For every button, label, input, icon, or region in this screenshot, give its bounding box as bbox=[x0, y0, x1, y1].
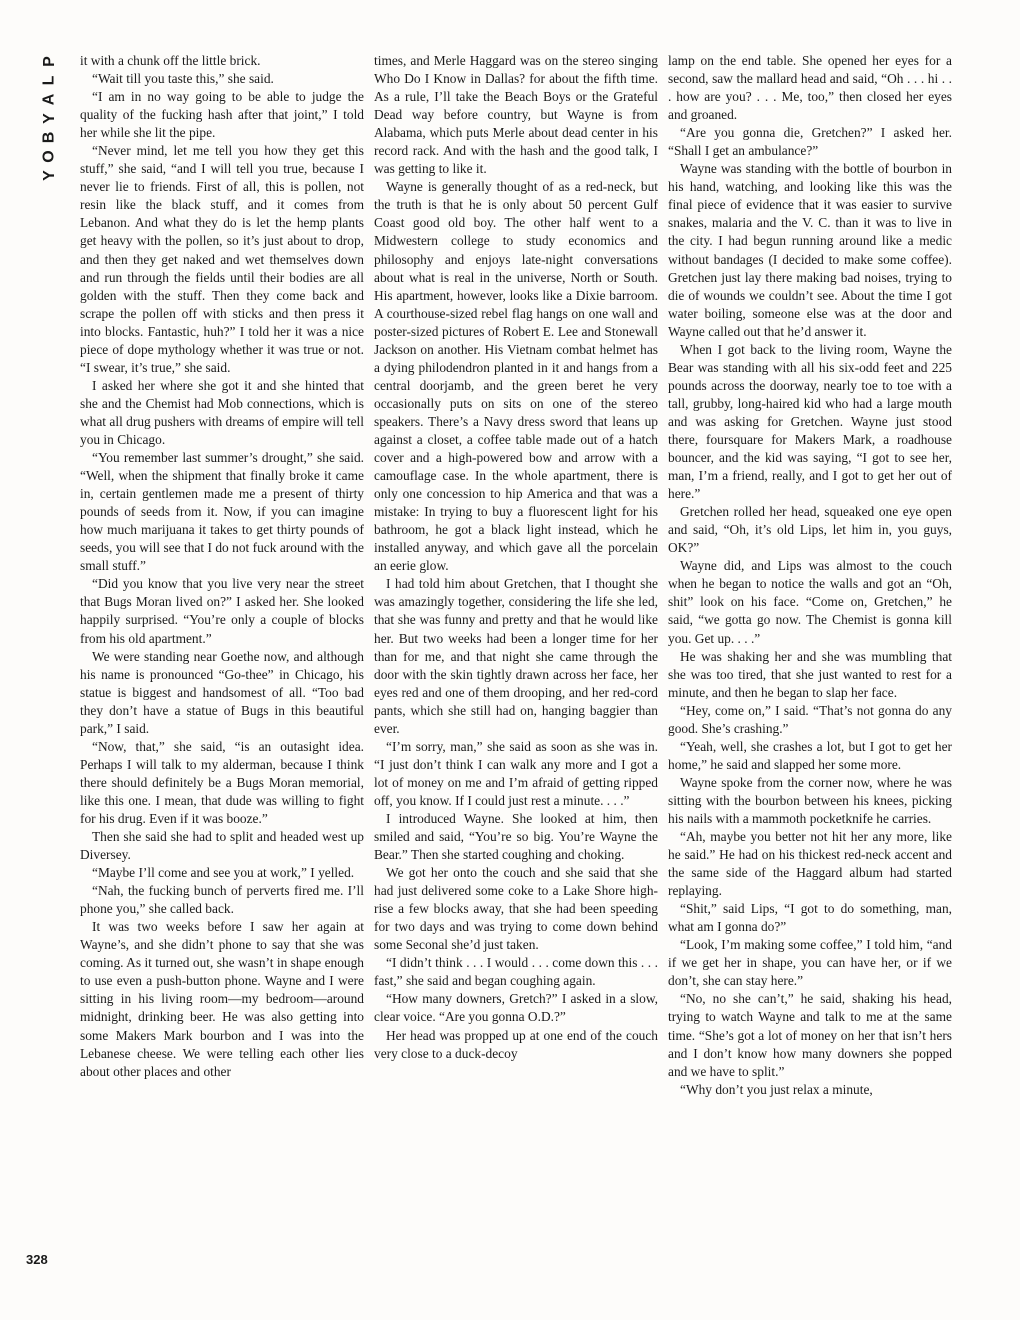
masthead-letter: A bbox=[40, 93, 58, 106]
paragraph: I introduced Wayne. She looked at him, then smiled and said, “You’re so big. You’re Wayne the Bear.” Then she started coughing and choking. bbox=[374, 810, 658, 863]
paragraph: times, and Merle Haggard was on the stereo singing Who Do I Know in Dallas? for about the fifth time. As a rule, I’ll take the Beach Boys or the Grateful Dead way before country, but Wayne is from Alabama, which puts Merle about dead center in his record rack. And with the hash and the good talk, I was getting to like it. bbox=[374, 53, 658, 177]
paragraph: “Maybe I’ll come and see you at work,” I yelled. bbox=[92, 865, 355, 881]
paragraph: When I got back to the living room, Wayne the Bear was standing with all his six-odd feet and 225 pounds across the doorway, nearly toe to toe with a tall, grubby, long-haired kid who had a large mouth and was asking for Gretchen. Wayne just stood there, foursquare for Makers Mark, a roadhouse bouncer, and the kid was saying, “I got to see her, man, I’m a friend, really, and I got to get her out of here.” bbox=[668, 341, 952, 502]
paragraph: Wayne is generally thought of as a red-neck, but the truth is that he is only about 50 percent Gulf Coast good old boy. The other half went to a Midwestern college to study economics and philosophy and enjoys late-night conversations about what is real in the universe, North or South. His apartment, however, looks like a Dixie barroom. A courthouse-sized rebel flag hangs on one wall and poster-sized pictures of Robert E. Lee and Stonewall Jackson on another. His Vietnam combat helmet has a dying philodendron planted in it and hangs from a central doorjamb, and the green beret he very occasionally puts on sits on one of the stereo speakers. There’s a Navy dress sword that leans up against a closet, a coffee table made out of a hatch cover and a high-powered bow and arrow with a camouflage case. In the whole apartment, there is only one concession to hip America and that was a mistake: In trying to buy a fluorescent light for his bathroom, he got a black light instead, which he installed anyway, and which gave all the porcelain an eerie glow. bbox=[374, 179, 658, 574]
paragraph: It was two weeks before I saw her again at Wayne’s, and she didn’t phone to say that she was coming. As it turned out, she wasn’t in shape enough to use even a push-button phone. Wayne and I were sitting in his living room—my bedroom—around midnight, drinking beer. He was also getting into some Makers Mark bourbon and I was into the Lebanese cheese. We were telling each other lies about other places and other bbox=[80, 919, 364, 1079]
text-column-1 bbox=[80, 52, 364, 1081]
paragraph: Gretchen rolled her head, squeaked one eye open and said, “Oh, it’s old Lips, let him in, you guys, OK?” bbox=[668, 504, 952, 556]
paragraph: Then she said she had to split and headed west up Diversey. bbox=[80, 829, 364, 863]
page-number: 328 bbox=[26, 1252, 48, 1267]
paragraph: “Shit,” said Lips, “I got to do something, man, what am I gonna do?” bbox=[668, 901, 952, 935]
paragraph: He was shaking her and she was mumbling that she was too tired, that she just wanted to rest for a minute, and then he began to slap her face. bbox=[668, 648, 952, 700]
paragraph: it with a chunk off the little brick. bbox=[80, 53, 261, 68]
paragraph: “I didn’t think . . . I would . . . come down this . . . fast,” she said and began coughing again. bbox=[374, 955, 658, 989]
masthead-letter: O bbox=[40, 150, 58, 163]
paragraph: “How many downers, Gretch?” I asked in a slow, clear voice. “Are you gonna O.D.?” bbox=[374, 991, 658, 1025]
paragraph: I asked her where she got it and she hinted that she and the Chemist had Mob connections, which is what all drug pushers with dreams of empire will tell you in Chicago. bbox=[80, 377, 364, 447]
masthead-letter: B bbox=[40, 131, 58, 144]
masthead-letter: Y bbox=[40, 113, 58, 124]
text-column-2 bbox=[374, 52, 658, 1063]
paragraph: “Yeah, well, she crashes a lot, but I got to get her home,” he said and slapped her some more. bbox=[668, 738, 952, 772]
paragraph: “Nah, the fucking bunch of perverts fired me. I’ll phone you,” she called back. bbox=[80, 883, 364, 917]
paragraph: “Ah, maybe you better not hit her any more, like he said.” He had on his thickest red-neck accent and the same side of the Haggard album had started replaying. bbox=[668, 829, 952, 899]
paragraph: “Wait till you taste this,” she said. bbox=[92, 71, 274, 87]
paragraph: “Did you know that you live very near the street that Bugs Moran lived on?” I asked her. She looked happily surprised. “You’re only a couple of blocks from his old apartment.” bbox=[80, 576, 364, 646]
paragraph: We got her onto the couch and she said that she had just delivered some coke to a Lake Shore high-rise a few blocks away, that she had been speeding for two days and was trying to come down behind some Seconal she’d just taken. bbox=[374, 865, 658, 953]
masthead-letter: P bbox=[40, 56, 58, 67]
paragraph: “No, no she can’t,” he said, shaking his head, trying to watch Wayne and talk to me at the same time. “She’s got a lot of money on her that isn’t hers and I don’t know how many downers she popped and we have to split.” bbox=[668, 991, 952, 1079]
paragraph: “Look, I’m making some coffee,” I told him, “and if we get her in shape, you can have her, or if we don’t, she can stay here.” bbox=[668, 937, 952, 989]
paragraph: “Are you gonna die, Gretchen?” I asked her. “Shall I get an ambulance?” bbox=[668, 125, 952, 159]
paragraph: I had told him about Gretchen, that I thought she was amazingly together, considering the life she led, that she was funny and pretty and that he would like her. But two weeks had been a longer time for her than for me, and that night she came through the door with the skin tightly drawn across her face, her eyes red and one of them drooping, and her red-cord pants, which she still had on, hanging baggier than ever. bbox=[374, 576, 658, 736]
paragraph: “I’m sorry, man,” she said as soon as she was in. “I just don’t think I can walk any more and I got a lot of money on me and I’m afraid of getting ripped off, you know. If I could just rest a minute. . . .” bbox=[374, 738, 658, 808]
paragraph: “Now, that,” she said, “is an outasight idea. Perhaps I will talk to my alderman, because I think there should definitely be a Bugs Moran memorial, like this one. I mean, that dude was willing to fight for his drug. Even if it was booze.” bbox=[80, 738, 364, 826]
masthead-letter: Y bbox=[40, 170, 58, 181]
paragraph: Her head was propped up at one end of the couch very close to a duck-decoy bbox=[374, 1027, 658, 1061]
masthead-letter: L bbox=[40, 75, 58, 86]
paragraph: “Hey, come on,” I said. “That’s not gonna do any good. She’s crashing.” bbox=[668, 702, 952, 736]
paragraph: “Why don’t you just relax a minute, bbox=[680, 1081, 873, 1097]
paragraph: Wayne was standing with the bottle of bourbon in his hand, watching, and looking like this was the final piece of evidence that it was easier to survive snakes, malaria and the V. C. than it was to live in the city. I had begun running around like a medic without bandages (I decided to make some coffee). Gretchen just lay there making bad noises, trying to die of wounds we couldn’t see. About the time I got water boiling, someone else was at the door and Wayne called out that he’d answer it. bbox=[668, 161, 952, 339]
paragraph: “I am in no way going to be able to judge the quality of the fucking hash after that joint,” I told her while she lit the pipe. bbox=[80, 89, 364, 141]
paragraph: lamp on the end table. She opened her eyes for a second, saw the mallard head and said, “Oh . . . hi . . . how are you? . . . Me, too,” then closed her eyes and groaned. bbox=[668, 53, 952, 123]
magazine-masthead bbox=[34, 52, 64, 185]
paragraph: Wayne spoke from the corner now, where he was sitting with the bourbon between his knees, picking his nails with a mammoth pocketknife he carries. bbox=[668, 774, 952, 826]
paragraph: Wayne did, and Lips was almost to the couch when he began to notice the walls and got an “Oh, shit” look on his face. “Come on, Gretchen,” he said, “we gotta go now. The Chemist is gonna kill you. Get up. . . .” bbox=[668, 558, 952, 646]
text-column-3 bbox=[668, 52, 952, 1099]
paragraph: We were standing near Goethe now, and although his name is pronounced “Go-thee” in Chicago, his statue is biggest and handsomest of all. “Too bad they don’t have a statue of Bugs in this beautiful park,” I said. bbox=[80, 648, 364, 736]
paragraph: “You remember last summer’s drought,” she said. “Well, when the shipment that finally broke it came in, certain gentlemen made me a present of thirty pounds of seeds from it. Now, if you can imagine how much marijuana it takes to get thirty pounds of seeds, you will see that I do not fuck around with the small stuff.” bbox=[80, 450, 364, 574]
paragraph: “Never mind, let me tell you how they get this stuff,” she said, “and I will tell you true, because I never lie to friends. First of all, this is pollen, not resin like the black stuff, and it comes from Lebanon. And what they do is let the hemp plants get heavy with the pollen, so it’s just about to drop, and then they get naked and wet themselves down and run through the fields until their bodies are all golden with the stuff. Then they come back and scrape the pollen off with sticks and then press it into blocks. Fantastic, huh?” I told her it was a nice piece of dope mythology whether it was true or not. “I swear, it’s true,” she said. bbox=[80, 143, 364, 375]
